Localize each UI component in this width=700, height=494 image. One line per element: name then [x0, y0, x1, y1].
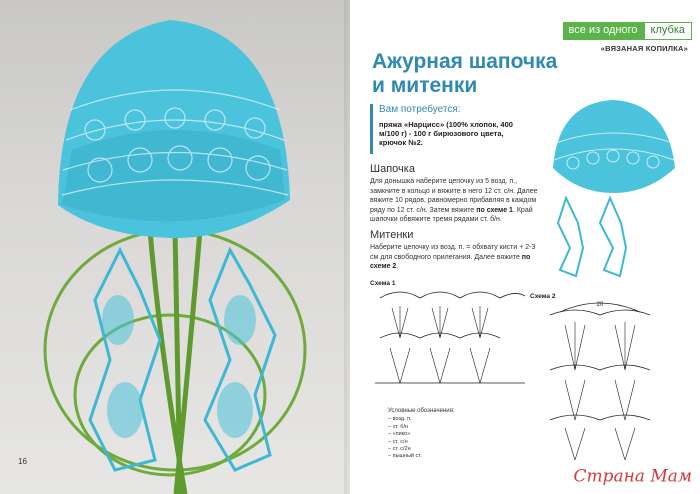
materials-text: пряжа «Нарцисс» (100% хлопок, 400 м/100 г) - 100 г бирюзового цвета, крючок №2.	[379, 120, 513, 147]
scheme-2-label: Схема 2	[530, 293, 556, 300]
page-number: 16	[18, 457, 27, 466]
mitts-text: Наберите цепочку из возд. п. = обхвату кисти + 2-3 см для свободного прилегания. Далее вяжите	[370, 244, 536, 261]
legend-item: – ст. с/2н	[388, 446, 411, 453]
article-title	[372, 50, 557, 98]
watermark	[573, 466, 692, 487]
mitts-text-2: .	[396, 263, 399, 270]
scheme-1-diagram	[370, 288, 530, 408]
legend-item: – ст. с/н	[388, 438, 408, 445]
legend-item: – «пико»	[388, 431, 411, 438]
legend-item: – ст. б/н	[388, 423, 409, 430]
scheme-1-label: Схема 1	[370, 280, 396, 287]
hat-scheme-ref: по схеме 1	[476, 206, 513, 214]
materials-heading: Вам потребуется:	[379, 104, 461, 115]
scheme-2-repeat: 20	[596, 302, 604, 308]
mitts-scheme-ref: по схеме 2	[370, 253, 531, 270]
watermark-text: Страна Мам	[573, 466, 692, 486]
legend-heading: Условные обозначения:	[388, 408, 455, 414]
right-page	[350, 0, 700, 494]
club-part2: клубка	[644, 22, 692, 40]
club-part1: все из одного	[563, 22, 644, 40]
thumbnail-photo	[538, 98, 688, 278]
hat-instructions	[370, 177, 540, 225]
scheme-2-diagram	[540, 300, 660, 465]
title-line-2: и митенки	[372, 74, 478, 97]
legend-item: – возд. п.	[388, 416, 412, 423]
mitts-heading: Митенки	[370, 229, 414, 241]
section-subtitle: «ВЯЗАНАЯ КОПИЛКА»	[600, 44, 688, 53]
club-banner	[563, 22, 692, 40]
legend-item: – пышный ст.	[388, 453, 422, 460]
title-line-1: Ажурная шапочка	[372, 50, 558, 73]
materials-box	[370, 104, 529, 154]
hat-text: Для донышка наберите цепочку из 5 возд. п., замкните в кольцо и вяжите в него 12 ст. с/н. Далее вяжите 10 рядов, равномерно прибавляя в каждом ряду по 12 ст. с/н. Затем вяжите	[370, 178, 538, 214]
mitts-instructions	[370, 243, 540, 272]
legend	[388, 408, 498, 461]
hat-heading: Шапочка	[370, 163, 415, 175]
hat-text-2: . Край шапочки обвяжите тремя рядами ст. б/н.	[370, 206, 533, 223]
